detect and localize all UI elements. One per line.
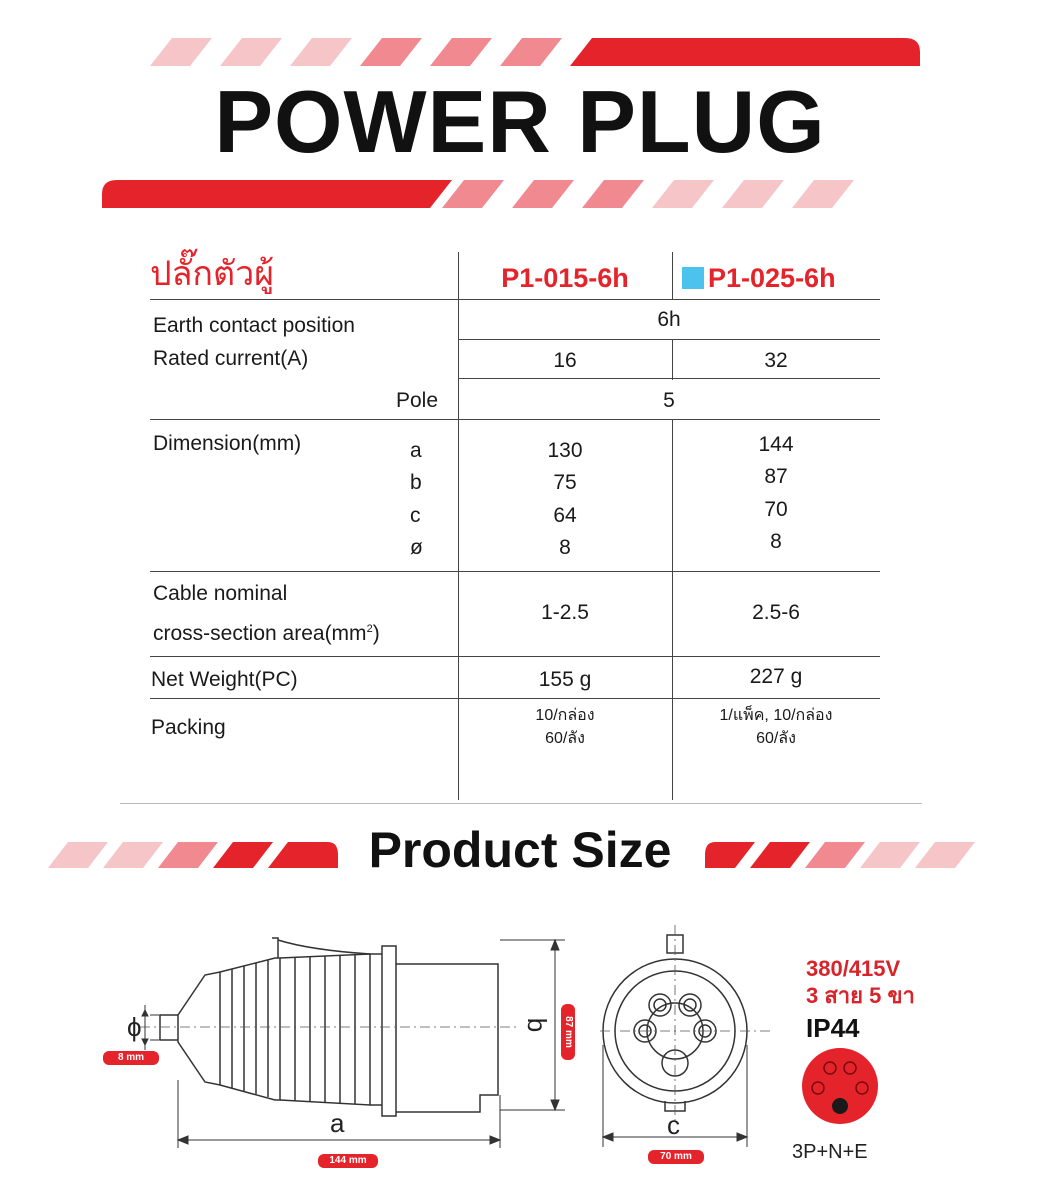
row-divider bbox=[150, 419, 880, 420]
b-dimension-badge bbox=[561, 1004, 575, 1060]
model-header-2 bbox=[682, 262, 872, 294]
rated-current-label: Rated current(A) bbox=[153, 347, 309, 370]
rated-current-value-1: 16 bbox=[553, 349, 577, 372]
column-divider-models bbox=[672, 252, 673, 300]
plug-front-view bbox=[595, 925, 775, 1155]
row-divider bbox=[458, 339, 880, 340]
cable-label-text: cross-section area(mm bbox=[153, 622, 367, 645]
table-bottom-rule bbox=[120, 803, 922, 804]
top-stripe-banner bbox=[130, 38, 920, 66]
weight-value-1: 155 g bbox=[538, 668, 592, 691]
cable-label-close: ) bbox=[372, 622, 380, 645]
dimension-key-phi: ø bbox=[410, 536, 423, 559]
voltage-text: 380/415V bbox=[806, 956, 901, 981]
c-dimension-badge: 70 mm bbox=[648, 1150, 704, 1164]
dimension-key-a: a bbox=[410, 439, 422, 462]
cable-label-sup: 2 bbox=[366, 623, 373, 635]
weight-label: Net Weight(PC) bbox=[151, 668, 298, 691]
earth-contact-label: Earth contact position bbox=[153, 314, 355, 337]
packing-col2-line1: 1/แพ็ค, 10/กล่อง bbox=[719, 707, 833, 724]
socket-pin-icon bbox=[800, 1046, 880, 1126]
earth-contact-value: 6h bbox=[657, 308, 681, 331]
dimension-a-col2: 144 bbox=[758, 433, 794, 456]
dimension-b-col2: 87 bbox=[764, 465, 788, 488]
b-dimension-value: 87 mm bbox=[563, 1016, 574, 1048]
packing-col2-line2: 60/ลัง bbox=[756, 730, 796, 747]
table-title: ปลั๊กตัวผู้ bbox=[150, 255, 275, 293]
model-name: P1-015-6h bbox=[501, 263, 629, 293]
row-divider bbox=[150, 571, 880, 572]
section-title: Product Size bbox=[368, 822, 672, 878]
wires-text: 3 สาย 5 ขา bbox=[806, 983, 915, 1008]
b-dimension-letter: b bbox=[522, 1017, 553, 1033]
dimension-c-col2: 70 bbox=[764, 498, 788, 521]
cable-value-2: 2.5-6 bbox=[752, 601, 800, 624]
packing-col1-line2: 60/ลัง bbox=[545, 730, 585, 747]
color-swatch bbox=[682, 267, 704, 289]
a-dimension-badge: 144 mm bbox=[318, 1154, 378, 1168]
dimension-key-c: c bbox=[410, 504, 421, 527]
cable-label-line2 bbox=[153, 616, 380, 647]
row-divider bbox=[150, 698, 880, 699]
row-divider bbox=[458, 378, 880, 379]
ip-rating: IP44 bbox=[806, 1013, 860, 1043]
dimension-key-b: b bbox=[410, 471, 422, 494]
c-dimension-letter: c bbox=[667, 1110, 680, 1140]
cable-label-line1: Cable nominal bbox=[153, 582, 288, 605]
bottom-stripe-banner bbox=[102, 180, 892, 208]
row-divider bbox=[150, 299, 880, 300]
dimension-a-col1: 130 bbox=[547, 439, 583, 462]
model-name: P1-025-6h bbox=[708, 263, 836, 293]
dimension-c-col1: 64 bbox=[553, 504, 577, 527]
phi-dimension-badge: 8 mm bbox=[103, 1051, 159, 1065]
a-dimension-letter: a bbox=[330, 1108, 345, 1138]
weight-value-2: 227 g bbox=[749, 665, 803, 688]
pin-configuration: 3P+N+E bbox=[792, 1141, 868, 1163]
dimension-phi-col2: 8 bbox=[770, 530, 782, 553]
rated-current-value-2: 32 bbox=[764, 349, 788, 372]
phi-symbol: ϕ bbox=[127, 1012, 142, 1042]
model-header-1 bbox=[470, 262, 660, 294]
dimension-phi-col1: 8 bbox=[559, 536, 571, 559]
dimension-label: Dimension(mm) bbox=[153, 432, 302, 455]
page-title: POWER PLUG bbox=[214, 72, 826, 171]
cable-value-1: 1-2.5 bbox=[541, 601, 589, 624]
right-stripe-banner bbox=[705, 842, 995, 868]
packing-col1-line1: 10/กล่อง bbox=[535, 707, 595, 724]
pole-label: Pole bbox=[395, 389, 438, 412]
packing-label: Packing bbox=[151, 716, 226, 739]
dimension-b-col1: 75 bbox=[553, 471, 577, 494]
pole-value: 5 bbox=[663, 389, 675, 412]
row-divider bbox=[150, 656, 880, 657]
